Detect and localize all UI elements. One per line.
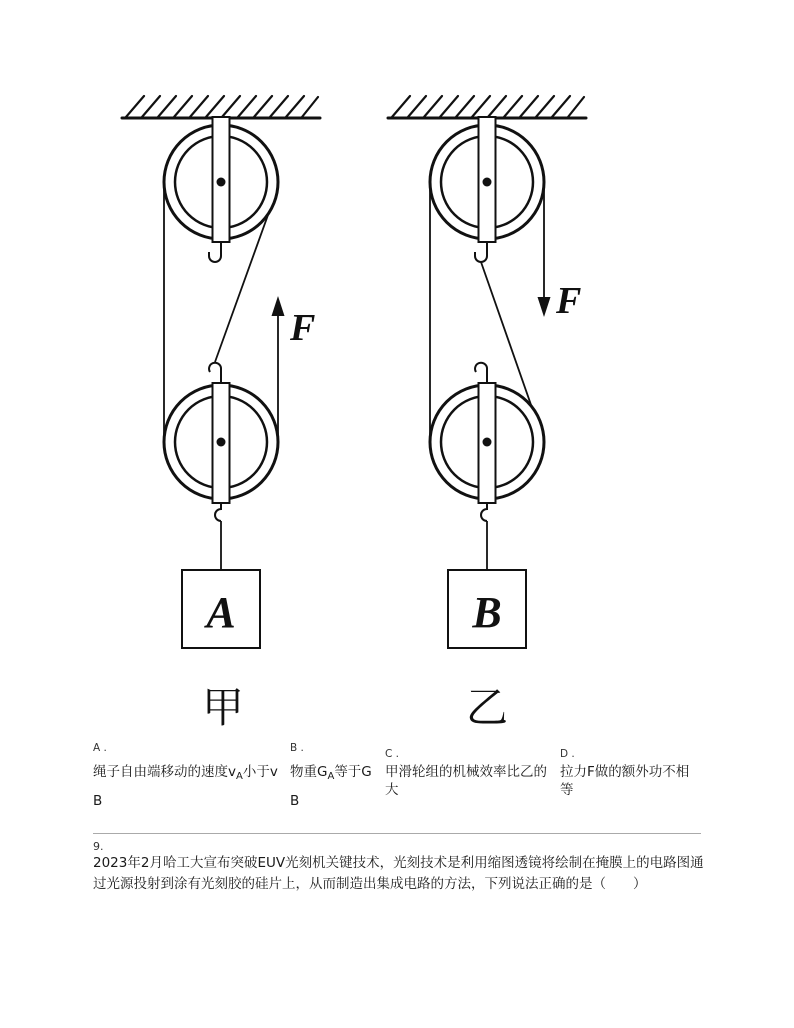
hatch-line xyxy=(270,96,288,117)
option-a xyxy=(93,742,283,812)
pulley-axle xyxy=(483,438,492,447)
question-text-line: 2023年2月哈工大宣布突破EUV光刻机关键技术，光刻技术是利用缩图透镜将绘制在掩膜上的电路图通 xyxy=(93,855,704,871)
hatch-line xyxy=(488,96,506,117)
option-letter: B . xyxy=(290,742,304,754)
hatch-line xyxy=(254,96,272,117)
option-text-line xyxy=(93,764,278,780)
ceiling-hatching xyxy=(126,96,318,117)
hatch-line xyxy=(286,96,304,117)
pulley-system-jia xyxy=(122,96,320,732)
option-text: 绳子自由端移动的速度v xyxy=(93,764,236,780)
hook-icon xyxy=(475,242,487,262)
hatch-line xyxy=(142,96,160,117)
figure-caption: 乙 xyxy=(465,683,509,732)
option-text-line: B xyxy=(290,793,300,809)
hatch-line xyxy=(408,96,426,117)
force-label: F xyxy=(290,307,316,349)
option-text: 物重G xyxy=(290,764,328,780)
hatch-line xyxy=(440,96,458,117)
hook-icon xyxy=(209,242,221,262)
hatch-line xyxy=(126,96,144,117)
arrowhead-down-icon xyxy=(538,297,551,317)
hatch-line xyxy=(456,96,474,117)
movable-pulley-yi xyxy=(430,363,544,521)
question-divider xyxy=(93,833,701,834)
ceiling-yi xyxy=(388,96,586,118)
hatch-line xyxy=(222,96,240,117)
option-text-line: 拉力F做的额外功不相 xyxy=(560,764,690,780)
option-c xyxy=(385,748,575,818)
block-a xyxy=(182,570,260,648)
hatch-line xyxy=(504,96,522,117)
ceiling-hatching xyxy=(392,96,584,117)
option-text-line: B xyxy=(93,793,103,809)
option-text-line: 甲滑轮组的机械效率比乙的 xyxy=(385,764,547,780)
subscript: A xyxy=(236,771,243,782)
pulley-axle xyxy=(483,178,492,187)
hatch-line xyxy=(552,96,570,117)
option-letter: C . xyxy=(385,748,400,760)
pulley-system-yi xyxy=(388,96,586,732)
arrowhead-up-icon xyxy=(272,296,285,316)
option-letter: D . xyxy=(560,748,575,760)
ceiling-jia xyxy=(122,96,320,118)
hatch-line xyxy=(520,96,538,117)
fixed-pulley-jia xyxy=(164,117,278,262)
hatch-line xyxy=(174,96,192,117)
movable-pulley-jia xyxy=(164,363,278,521)
hatch-line xyxy=(568,97,584,117)
hatch-line xyxy=(392,96,410,117)
block-label: B xyxy=(472,588,502,637)
hatch-line xyxy=(238,96,256,117)
hatch-line xyxy=(206,96,224,117)
hook-icon xyxy=(475,363,487,383)
question-text-line: 过光源投射到涂有光刻胶的硅片上，从而制造出集成电路的方法，下列说法正确的是（ ） xyxy=(93,876,647,892)
option-letter: A . xyxy=(93,742,107,754)
subscript: A xyxy=(327,771,335,782)
question-number: 9. xyxy=(93,840,104,853)
hatch-line xyxy=(424,96,442,117)
hook-icon xyxy=(209,363,221,383)
figure-caption: 甲 xyxy=(201,683,245,732)
option-text: 等于G xyxy=(334,764,372,780)
option-text: 小于v xyxy=(242,764,278,780)
hatch-line xyxy=(158,96,176,117)
block-b xyxy=(448,570,526,648)
option-d xyxy=(560,748,750,818)
option-text-line xyxy=(290,764,372,780)
hatch-line xyxy=(536,96,554,117)
option-text-line: 等 xyxy=(560,782,574,798)
hook-icon xyxy=(215,503,221,521)
pulley-axle xyxy=(217,178,226,187)
hook-icon xyxy=(481,503,487,521)
hatch-line xyxy=(302,97,318,117)
block-label: A xyxy=(206,588,236,637)
pulley-axle xyxy=(217,438,226,447)
hatch-line xyxy=(190,96,208,117)
force-label: F xyxy=(556,280,582,322)
fixed-pulley-yi xyxy=(430,117,544,262)
hatch-line xyxy=(472,96,490,117)
option-text-line: 大 xyxy=(385,782,399,798)
